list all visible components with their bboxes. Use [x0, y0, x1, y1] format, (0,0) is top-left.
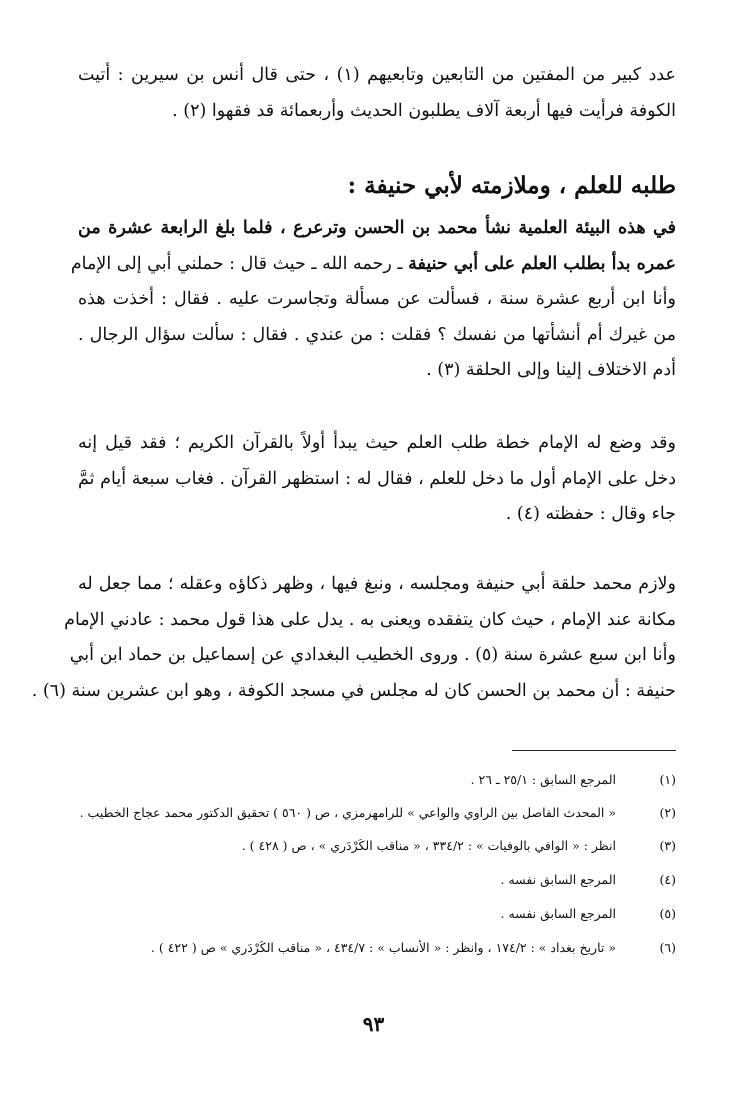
footnote-item — [60, 931, 676, 964]
footnote-number: (٦) — [659, 940, 676, 955]
intro-line: عدد كبير من المفتين من التابعين وتابعيهم (١) ، حتى قال أنس بن سيرين : أتيت — [78, 65, 676, 85]
footnote-number: (٢) — [659, 805, 676, 820]
paragraph-line: جاء وقال : حفظته (٤) . — [505, 504, 676, 524]
footnote-text: « المحدث الفاصل بين الراوي والواعي » للرامهرمزي ، ص ( ٥٦٠ ) تحقيق الدكتور محمد عجاج الخطيب . — [79, 805, 616, 820]
paragraph-line: وأنا ابن أربع عشرة سنة ، فسألت عن مسألة وتجاسرت عليه . فقال : أخذت هذه — [78, 289, 676, 309]
footnote-number: (١) — [659, 772, 676, 787]
footnote-text: « تاريخ بغداد » : ١٧٤/٢ ، وانظر : « الأنساب » : ٤٣٤/٧ ، « مناقب الكَرْدَري » ص ( ٤٢٢ ) . — [150, 940, 616, 955]
footnote-item — [60, 897, 676, 930]
paragraph-line: أدم الاختلاف إلينا وإلى الحلقة (٣) . — [426, 360, 676, 380]
paragraph-line: ولازم محمد حلقة أبي حنيفة ومجلسه ، ونبغ فيها ، وظهر ذكاؤه وعقله ؛ مما جعل له — [78, 574, 676, 594]
paragraph-line: من غيرك أم أنشأتها من نفسك ؟ فقلت : من عندي . فقال : سألت سؤال الرجال . — [78, 324, 676, 345]
paragraph-circle — [31, 567, 676, 709]
paragraph-line — [70, 247, 676, 283]
footnote-number: (٣) — [659, 838, 676, 853]
footnote-item — [60, 796, 676, 829]
intro-line: الكوفة فرأيت فيها أربعة آلاف يطلبون الحديث وأربعمائة قد فقهوا (٢) . — [172, 100, 676, 121]
footnote-text: المرجع السابق نفسه . — [500, 906, 616, 921]
section-heading: طلبه للعلم ، وملازمته لأبي حنيفة : — [347, 172, 676, 199]
footnote-separator — [512, 750, 676, 751]
footnote-text: المرجع السابق نفسه . — [500, 872, 616, 887]
footnote-item — [60, 829, 676, 862]
footnote-item — [60, 863, 676, 896]
paragraph-line: دخل على الإمام أول ما دخل للعلم ، فقال له : استظهر القرآن . فغاب سبعة أيام ثمَّ — [78, 468, 676, 489]
paragraph-quran-plan — [78, 426, 676, 533]
page-number: ٩٣ — [362, 1012, 385, 1036]
footnote-item — [60, 763, 676, 796]
paragraph-line: وقد وضع له الإمام خطة طلب العلم حيث يبدأ أولاً بالقرآن الكريم ؛ فقد قيل إنه — [78, 433, 676, 453]
paragraph-line-rest: ـ رحمه الله ـ حيث قال : حملني أبي إلى الإمام — [70, 253, 409, 274]
footnote-text: انظر : « الوافي بالوفيات » : ٣٣٤/٢ ، « مناقب الكَرْدَري » ، ص ( ٤٢٨ ) . — [241, 838, 616, 853]
footnote-number: (٤) — [659, 872, 676, 887]
footnote-number: (٥) — [659, 906, 676, 921]
paragraph-line: حنيفة : أن محمد بن الحسن كان له مجلس في مسجد الكوفة ، وهو ابن عشرين سنة (٦) . — [31, 680, 676, 701]
intro-paragraph — [78, 58, 676, 129]
bold-phrase: عمره بدأ بطلب العلم على أبي حنيفة — [408, 253, 676, 274]
paragraph-line-bold: في هذه البيئة العلمية نشأ محمد بن الحسن وترعرع ، فلما بلغ الرابعة عشرة من — [78, 218, 677, 238]
footnote-text: المرجع السابق : ٢٥/١ ـ ٢٦ . — [470, 772, 616, 787]
paragraph-line: وأنا ابن سبع عشرة سنة (٥) . وروى الخطيب البغدادي عن إسماعيل بن حماد ابن أبي — [69, 645, 676, 665]
paragraph-line: مكانة عند الإمام ، حيث كان يتفقده ويعنى به . يدل على هذا قول محمد : عادني الإمام — [64, 609, 676, 630]
paragraph-upbringing — [70, 211, 677, 389]
